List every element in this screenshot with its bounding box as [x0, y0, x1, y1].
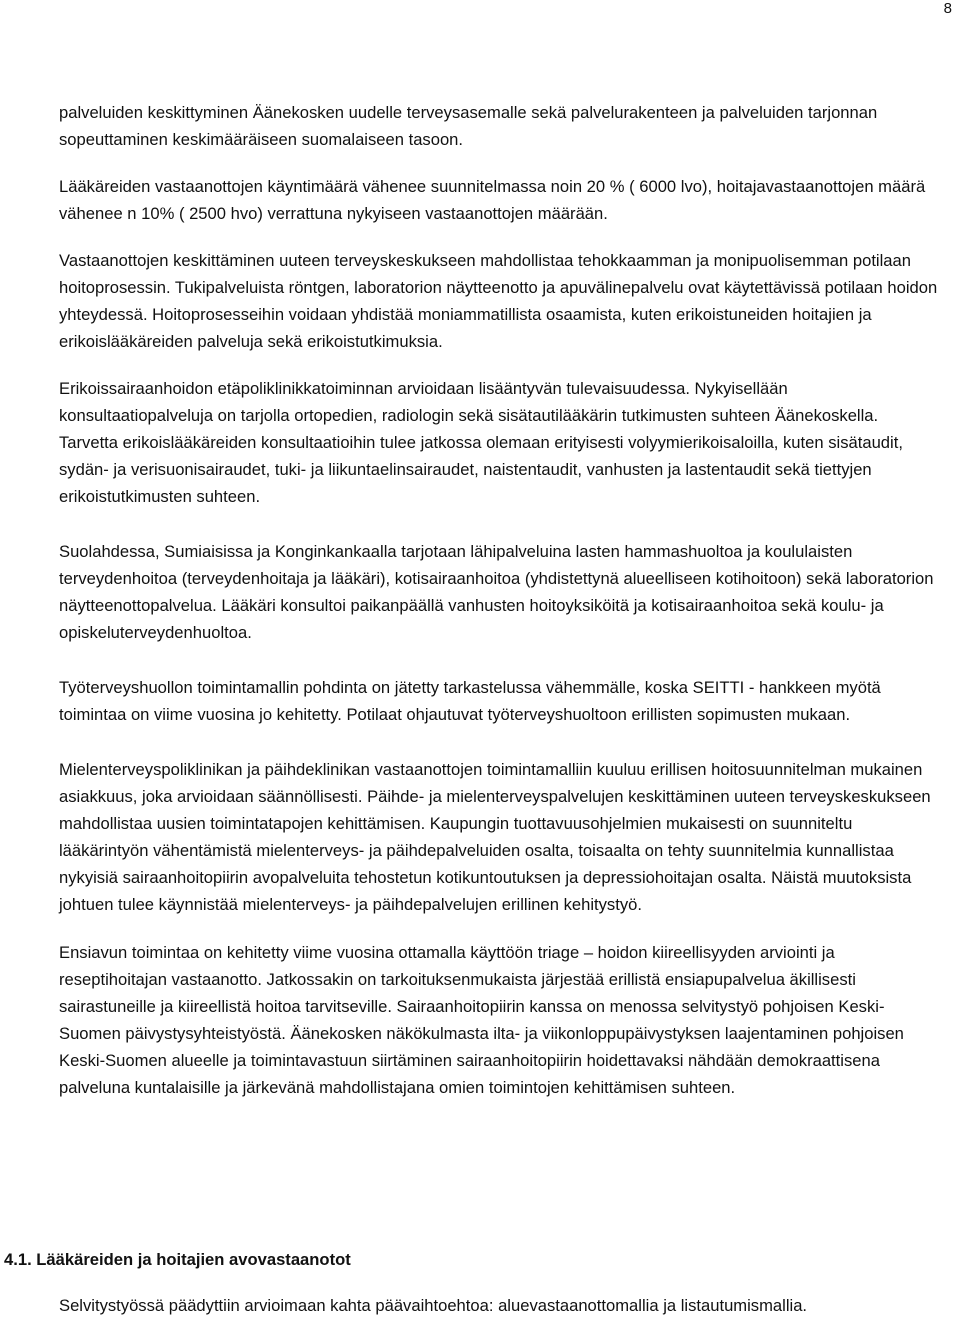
- paragraph: Lääkäreiden vastaanottojen käyntimäärä vähenee suunnitelmassa noin 20 % ( 6000 lvo), hoitajavastaanottojen määrä vähenee n 10% ( 2500 hvo) verrattuna nykyiseen vastaanottojen määrään.: [59, 177, 926, 223]
- document-body: [59, 99, 941, 1101]
- paragraph: Suolahdessa, Sumiaisissa ja Konginkankaalla tarjotaan lähipalveluina lasten hammashuoltoa ja koululaisten terveydenhoitoa (terveydenhoitaja ja lääkäri), kotisairaanhoitoa (yhdistettynä alueelliseen kotihoitoon) sekä laboratorion näytteenottopalvelua. Lääkäri konsultoi paikanpäällä vanhusten hoitoyksiköitä ja kotisairaanhoitoa sekä koulu- ja opiskeluterveydenhuoltoa.: [59, 542, 934, 642]
- page-number: 8: [943, 0, 952, 17]
- paragraph: Ensiavun toimintaa on kehitetty viime vuosina ottamalla käyttöön triage – hoidon kiireellisyyden arviointi ja reseptihoitajan vastaanotto. Jatkossakin on tarkoituksenmukaista järjestää erillistä ensiapupalvelua äkillisesti sairastuneille ja kiireellistä hoitoa tarvitseville. Sairaanhoitopiirin kanssa on menossa selvitystyö pohjoisen Keski-Suomen päivystysyhteistyöstä. Äänekosken näkökulmasta ilta- ja viikonloppupäivystyksen laajentaminen pohjoisen Keski-Suomen alueelle ja toimintavastuun siirtäminen sairaanhoitopiirin hoidettavaksi nähdään demokraattisena palveluna kuntalaisille ja järkevänä mahdollistajana omien toimintojen kehittämisen suhteen.: [59, 943, 904, 1097]
- section-heading: 4.1. Lääkäreiden ja hoitajien avovastaanotot: [4, 1250, 351, 1269]
- paragraph: Mielenterveyspoliklinikan ja päihdeklinikan vastaanottojen toimintamalliin kuuluu erillisen hoitosuunnitelman mukainen asiakkuus, joka arvioidaan säännöllisesti. Päihde- ja mielenterveyspalvelujen keskittäminen uuteen terveyskeskukseen mahdollistaa uusien toimintatapojen kehittämisen. Kaupungin tuottavuusohjelmien mukaisesti on suunniteltu lääkärintyön vähentämistä mielenterveys- ja päihdepalveluiden osalta, toisaalta on tehty suunnitelmia kunnallistaa nykyisiä sairaanhoitopiirin avopalveluita tehostetun kotikuntoutuksen ja depressiohoitajan osalta. Näistä muutoksista johtuen tulee käynnistää mielenterveys- ja päihdepalvelujen erillinen kehitystyö.: [59, 760, 931, 914]
- paragraph: Vastaanottojen keskittäminen uuteen terveyskeskukseen mahdollistaa tehokkaamman ja monipuolisemman potilaan hoitoprosessin. Tukipalveluista röntgen, laboratorion näytteenotto ja apuvälinepalvelu ovat käytettävissä potilaan hoidon yhteydessä. Hoitoprosesseihin voidaan yhdistää moniammatillista osaamista, kuten erikoistuneiden hoitajien ja erikoislääkäreiden palveluja sekä erikoistutkimuksia.: [59, 251, 938, 351]
- section-body: [59, 1292, 941, 1319]
- paragraph: Erikoissairaanhoidon etäpoliklinikkatoiminnan arvioidaan lisääntyvän tulevaisuudessa. Nykyisellään konsultaatiopalveluja on tarjolla ortopedien, radiologin sekä sisätautilääkärin tutkimusten suhteen Äänekoskella. Tarvetta erikoislääkäreiden konsultaatioihin tulee jatkossa olemaan erityisesti volyymierikoisaloilla, kuten sisätaudit, sydän- ja verisuonisairaudet, tuki- ja liikuntaelinsairaudet, naistentaudit, vanhusten ja lastentaudit sekä tiettyjen erikoistutkimusten suhteen.: [59, 379, 903, 506]
- paragraph: Selvitystyössä päädyttiin arvioimaan kahta päävaihtoehtoa: aluevastaanottomallia ja listautumismallia.: [59, 1296, 808, 1315]
- paragraph: Työterveyshuollon toimintamallin pohdinta on jätetty tarkastelussa vähemmälle, koska SEITTI - hankkeen myötä toimintaa on viime vuosina jo kehitetty. Potilaat ohjautuvat työterveyshuoltoon erillisten sopimusten mukaan.: [59, 678, 881, 724]
- paragraph: palveluiden keskittyminen Äänekosken uudelle terveysasemalle sekä palvelurakenteen ja palveluiden tarjonnan sopeuttaminen keskimääräiseen suomalaiseen tasoon.: [59, 103, 878, 149]
